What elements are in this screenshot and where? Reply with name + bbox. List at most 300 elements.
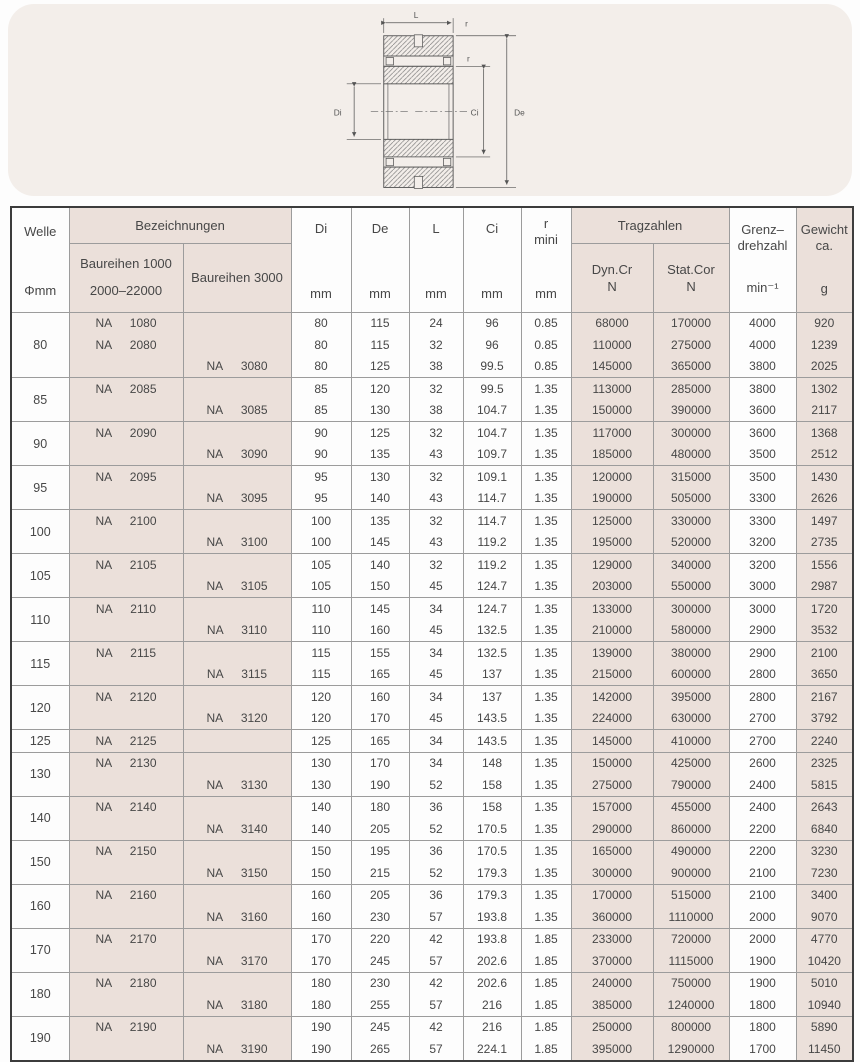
cell-de: 145 — [351, 532, 409, 554]
cell-baureihe-1000 — [69, 444, 183, 466]
cell-grenzdrehzahl: 2800 — [729, 664, 796, 686]
cell-stat-cor: 505000 — [653, 488, 729, 510]
cell-de: 245 — [351, 1016, 409, 1038]
cell-dyn-cr: 195000 — [571, 532, 653, 554]
cell-di: 90 — [291, 422, 351, 444]
cell-dyn-cr: 125000 — [571, 510, 653, 532]
cell-baureihe-3000: NA 3095 — [183, 488, 291, 510]
cell-l: 36 — [409, 796, 463, 818]
cell-baureihe-3000 — [183, 378, 291, 400]
cell-welle: 125 — [11, 730, 69, 753]
cell-welle: 140 — [11, 796, 69, 840]
cell-gewicht: 2117 — [796, 400, 853, 422]
cell-dyn-cr: 250000 — [571, 1016, 653, 1038]
cell-r-mini: 1.35 — [521, 378, 571, 400]
table-row — [11, 818, 853, 840]
cell-dyn-cr: 290000 — [571, 818, 653, 840]
cell-r-mini: 1.35 — [521, 422, 571, 444]
cell-gewicht: 6840 — [796, 818, 853, 840]
table-header — [11, 207, 853, 312]
dim-label-ci: Ci — [470, 106, 479, 117]
cell-di: 190 — [291, 1016, 351, 1038]
cell-baureihe-1000: NA 2105 — [69, 554, 183, 576]
cell-di: 85 — [291, 378, 351, 400]
cell-dyn-cr: 385000 — [571, 994, 653, 1016]
cell-dyn-cr: 185000 — [571, 444, 653, 466]
cell-grenzdrehzahl: 2000 — [729, 928, 796, 950]
table-row — [11, 422, 853, 444]
cell-stat-cor: 425000 — [653, 752, 729, 774]
cell-ci: 96 — [463, 312, 521, 334]
cell-dyn-cr: 120000 — [571, 466, 653, 488]
cell-ci: 124.7 — [463, 576, 521, 598]
cell-de: 165 — [351, 730, 409, 753]
cell-de: 230 — [351, 972, 409, 994]
cell-gewicht: 2735 — [796, 532, 853, 554]
cell-di: 115 — [291, 642, 351, 664]
cell-di: 130 — [291, 774, 351, 796]
welle-group — [11, 554, 853, 598]
table-row — [11, 1038, 853, 1061]
cell-dyn-cr: 150000 — [571, 400, 653, 422]
cell-de: 220 — [351, 928, 409, 950]
cell-r-mini: 1.35 — [521, 840, 571, 862]
table-row — [11, 444, 853, 466]
cell-l: 38 — [409, 356, 463, 378]
cell-de: 165 — [351, 664, 409, 686]
cell-dyn-cr: 275000 — [571, 774, 653, 796]
cell-grenzdrehzahl: 3600 — [729, 400, 796, 422]
cell-baureihe-3000: NA 3170 — [183, 950, 291, 972]
welle-group — [11, 686, 853, 730]
cell-l: 36 — [409, 840, 463, 862]
cell-baureihe-1000: NA 2115 — [69, 642, 183, 664]
cell-di: 90 — [291, 444, 351, 466]
cell-grenzdrehzahl: 3800 — [729, 356, 796, 378]
cell-dyn-cr: 395000 — [571, 1038, 653, 1061]
cell-baureihe-3000 — [183, 466, 291, 488]
cell-dyn-cr: 133000 — [571, 598, 653, 620]
table-row — [11, 862, 853, 884]
cell-l: 57 — [409, 1038, 463, 1061]
header-di: Di mm — [291, 207, 351, 312]
table-row — [11, 752, 853, 774]
cell-baureihe-1000: NA 2085 — [69, 378, 183, 400]
cell-grenzdrehzahl: 2100 — [729, 884, 796, 906]
cell-baureihe-1000: NA 2125 — [69, 730, 183, 753]
cell-stat-cor: 750000 — [653, 972, 729, 994]
cell-gewicht: 11450 — [796, 1038, 853, 1061]
dim-label-l: L — [413, 9, 419, 20]
cell-r-mini: 1.35 — [521, 598, 571, 620]
cell-grenzdrehzahl: 1900 — [729, 972, 796, 994]
cell-gewicht: 5010 — [796, 972, 853, 994]
cell-stat-cor: 630000 — [653, 708, 729, 730]
cell-l: 24 — [409, 312, 463, 334]
cell-gewicht: 1430 — [796, 466, 853, 488]
cell-gewicht: 1556 — [796, 554, 853, 576]
cell-ci: 193.8 — [463, 906, 521, 928]
table-row — [11, 950, 853, 972]
cell-baureihe-3000 — [183, 884, 291, 906]
cell-stat-cor: 1115000 — [653, 950, 729, 972]
table-row — [11, 466, 853, 488]
cell-di: 80 — [291, 312, 351, 334]
table-row — [11, 906, 853, 928]
cell-dyn-cr: 129000 — [571, 554, 653, 576]
cell-ci: 119.2 — [463, 532, 521, 554]
cell-grenzdrehzahl: 3000 — [729, 576, 796, 598]
cell-l: 43 — [409, 488, 463, 510]
cell-ci: 202.6 — [463, 972, 521, 994]
cell-ci: 124.7 — [463, 598, 521, 620]
welle-group — [11, 840, 853, 884]
cell-dyn-cr: 150000 — [571, 752, 653, 774]
cell-welle: 110 — [11, 598, 69, 642]
cell-baureihe-1000: NA 2140 — [69, 796, 183, 818]
cell-baureihe-1000: NA 2120 — [69, 686, 183, 708]
cell-ci: 158 — [463, 796, 521, 818]
cell-grenzdrehzahl: 1800 — [729, 994, 796, 1016]
cell-baureihe-3000 — [183, 752, 291, 774]
cell-di: 120 — [291, 686, 351, 708]
cell-di: 170 — [291, 928, 351, 950]
cell-baureihe-1000 — [69, 576, 183, 598]
cell-de: 125 — [351, 422, 409, 444]
cell-stat-cor: 480000 — [653, 444, 729, 466]
cell-gewicht: 920 — [796, 312, 853, 334]
bearing-diagram — [319, 8, 541, 193]
cell-gewicht: 5815 — [796, 774, 853, 796]
table-row — [11, 1016, 853, 1038]
cell-grenzdrehzahl: 3000 — [729, 598, 796, 620]
cell-welle: 160 — [11, 884, 69, 928]
cell-r-mini: 1.35 — [521, 730, 571, 753]
cell-ci: 114.7 — [463, 510, 521, 532]
cell-baureihe-1000: NA 2170 — [69, 928, 183, 950]
cell-di: 150 — [291, 862, 351, 884]
cell-de: 115 — [351, 334, 409, 356]
cell-gewicht: 4770 — [796, 928, 853, 950]
cell-ci: 216 — [463, 1016, 521, 1038]
cell-r-mini: 1.85 — [521, 928, 571, 950]
cell-gewicht: 2626 — [796, 488, 853, 510]
cell-l: 32 — [409, 510, 463, 532]
cell-baureihe-3000: NA 3085 — [183, 400, 291, 422]
welle-group — [11, 312, 853, 378]
cell-de: 230 — [351, 906, 409, 928]
cell-baureihe-3000: NA 3105 — [183, 576, 291, 598]
cell-ci: 143.5 — [463, 730, 521, 753]
cell-grenzdrehzahl: 2100 — [729, 862, 796, 884]
cell-baureihe-3000 — [183, 928, 291, 950]
cell-stat-cor: 330000 — [653, 510, 729, 532]
cell-stat-cor: 455000 — [653, 796, 729, 818]
cell-r-mini: 0.85 — [521, 356, 571, 378]
cell-grenzdrehzahl: 1900 — [729, 950, 796, 972]
cell-ci: 179.3 — [463, 884, 521, 906]
cell-baureihe-3000: NA 3160 — [183, 906, 291, 928]
welle-group — [11, 972, 853, 1016]
cell-ci: 109.1 — [463, 466, 521, 488]
dim-label-di: Di — [333, 106, 342, 117]
cell-baureihe-1000 — [69, 774, 183, 796]
cell-gewicht: 7230 — [796, 862, 853, 884]
cell-gewicht: 10420 — [796, 950, 853, 972]
cell-de: 205 — [351, 884, 409, 906]
cell-grenzdrehzahl: 3500 — [729, 444, 796, 466]
cell-de: 140 — [351, 554, 409, 576]
cell-l: 32 — [409, 334, 463, 356]
table-row — [11, 378, 853, 400]
cell-ci: 202.6 — [463, 950, 521, 972]
cell-gewicht: 2167 — [796, 686, 853, 708]
cell-stat-cor: 490000 — [653, 840, 729, 862]
cell-baureihe-1000: NA 1080 — [69, 312, 183, 334]
cell-baureihe-3000: NA 3090 — [183, 444, 291, 466]
cell-r-mini: 1.35 — [521, 510, 571, 532]
cell-grenzdrehzahl: 2200 — [729, 818, 796, 840]
cell-baureihe-3000: NA 3180 — [183, 994, 291, 1016]
cell-de: 120 — [351, 378, 409, 400]
cell-r-mini: 1.35 — [521, 488, 571, 510]
header-baureihen-3000: Baureihen 3000 — [183, 243, 291, 312]
cell-welle: 150 — [11, 840, 69, 884]
cell-dyn-cr: 170000 — [571, 884, 653, 906]
cell-stat-cor: 300000 — [653, 422, 729, 444]
cell-baureihe-3000 — [183, 840, 291, 862]
cell-l: 43 — [409, 444, 463, 466]
cell-r-mini: 1.85 — [521, 1038, 571, 1061]
cell-di: 150 — [291, 840, 351, 862]
cell-grenzdrehzahl: 3800 — [729, 378, 796, 400]
cell-ci: 137 — [463, 686, 521, 708]
welle-group — [11, 796, 853, 840]
cell-r-mini: 0.85 — [521, 312, 571, 334]
cell-stat-cor: 390000 — [653, 400, 729, 422]
cell-di: 105 — [291, 554, 351, 576]
cell-l: 43 — [409, 532, 463, 554]
cell-grenzdrehzahl: 2900 — [729, 642, 796, 664]
cell-gewicht: 3400 — [796, 884, 853, 906]
cell-ci: 224.1 — [463, 1038, 521, 1061]
cell-ci: 132.5 — [463, 620, 521, 642]
cell-stat-cor: 1110000 — [653, 906, 729, 928]
cell-welle: 85 — [11, 378, 69, 422]
cell-grenzdrehzahl: 3200 — [729, 554, 796, 576]
cell-dyn-cr: 224000 — [571, 708, 653, 730]
cell-baureihe-1000 — [69, 994, 183, 1016]
table-row — [11, 312, 853, 334]
cell-ci: 170.5 — [463, 840, 521, 862]
table-row — [11, 532, 853, 554]
cell-l: 36 — [409, 884, 463, 906]
cell-baureihe-1000 — [69, 620, 183, 642]
cell-de: 265 — [351, 1038, 409, 1061]
welle-group — [11, 598, 853, 642]
cell-de: 155 — [351, 642, 409, 664]
cell-dyn-cr: 157000 — [571, 796, 653, 818]
cell-stat-cor: 900000 — [653, 862, 729, 884]
table-row — [11, 730, 853, 753]
cell-de: 190 — [351, 774, 409, 796]
cell-de: 170 — [351, 708, 409, 730]
cell-r-mini: 0.85 — [521, 334, 571, 356]
cell-baureihe-3000 — [183, 422, 291, 444]
cell-gewicht: 1720 — [796, 598, 853, 620]
welle-group — [11, 928, 853, 972]
header-r-mini: r mini mm — [521, 207, 571, 312]
cell-welle: 190 — [11, 1016, 69, 1061]
cell-welle: 170 — [11, 928, 69, 972]
table-row — [11, 642, 853, 664]
cell-di: 130 — [291, 752, 351, 774]
cell-di: 140 — [291, 796, 351, 818]
cell-l: 34 — [409, 686, 463, 708]
table-row — [11, 994, 853, 1016]
cell-dyn-cr: 240000 — [571, 972, 653, 994]
cell-dyn-cr: 233000 — [571, 928, 653, 950]
cell-stat-cor: 800000 — [653, 1016, 729, 1038]
cell-de: 215 — [351, 862, 409, 884]
cell-de: 170 — [351, 752, 409, 774]
cell-r-mini: 1.85 — [521, 972, 571, 994]
cell-gewicht: 5890 — [796, 1016, 853, 1038]
cell-welle: 95 — [11, 466, 69, 510]
cell-grenzdrehzahl: 3300 — [729, 488, 796, 510]
cell-gewicht: 10940 — [796, 994, 853, 1016]
cell-gewicht: 2100 — [796, 642, 853, 664]
cell-l: 34 — [409, 642, 463, 664]
table-row — [11, 884, 853, 906]
cell-stat-cor: 515000 — [653, 884, 729, 906]
table-row — [11, 488, 853, 510]
cell-baureihe-3000: NA 3190 — [183, 1038, 291, 1061]
cell-r-mini: 1.35 — [521, 532, 571, 554]
header-gewicht: Gewicht ca. g — [796, 207, 853, 312]
header-ci: Ci mm — [463, 207, 521, 312]
cell-stat-cor: 520000 — [653, 532, 729, 554]
cell-l: 57 — [409, 950, 463, 972]
header-dyn-cr: Dyn.Cr N — [571, 243, 653, 312]
cell-baureihe-3000: NA 3115 — [183, 664, 291, 686]
cell-gewicht: 3230 — [796, 840, 853, 862]
cell-ci: 158 — [463, 774, 521, 796]
cell-baureihe-1000 — [69, 1038, 183, 1061]
cell-l: 34 — [409, 730, 463, 753]
welle-group — [11, 642, 853, 686]
welle-group — [11, 1016, 853, 1061]
cell-baureihe-3000 — [183, 1016, 291, 1038]
cell-grenzdrehzahl: 4000 — [729, 334, 796, 356]
dim-label-r-mid: r — [467, 53, 470, 64]
cell-l: 52 — [409, 862, 463, 884]
cell-baureihe-3000: NA 3080 — [183, 356, 291, 378]
cell-r-mini: 1.85 — [521, 950, 571, 972]
cell-di: 160 — [291, 884, 351, 906]
cell-de: 140 — [351, 488, 409, 510]
cell-di: 100 — [291, 510, 351, 532]
cell-baureihe-1000 — [69, 532, 183, 554]
cell-ci: 99.5 — [463, 378, 521, 400]
cell-baureihe-3000 — [183, 510, 291, 532]
table-row — [11, 576, 853, 598]
cell-stat-cor: 1290000 — [653, 1038, 729, 1061]
cell-r-mini: 1.35 — [521, 884, 571, 906]
cell-r-mini: 1.35 — [521, 752, 571, 774]
table-row — [11, 510, 853, 532]
cell-l: 32 — [409, 466, 463, 488]
cell-l: 34 — [409, 598, 463, 620]
cell-l: 42 — [409, 1016, 463, 1038]
welle-group — [11, 378, 853, 422]
header-l: L mm — [409, 207, 463, 312]
cell-gewicht: 2643 — [796, 796, 853, 818]
table-row — [11, 796, 853, 818]
cell-l: 42 — [409, 928, 463, 950]
cell-stat-cor: 275000 — [653, 334, 729, 356]
cell-welle: 130 — [11, 752, 69, 796]
table-row — [11, 554, 853, 576]
cell-baureihe-3000: NA 3120 — [183, 708, 291, 730]
cell-baureihe-3000 — [183, 334, 291, 356]
header-stat-cor: Stat.Cor N — [653, 243, 729, 312]
cell-grenzdrehzahl: 3200 — [729, 532, 796, 554]
cell-stat-cor: 580000 — [653, 620, 729, 642]
cell-ci: 148 — [463, 752, 521, 774]
cell-de: 115 — [351, 312, 409, 334]
cell-baureihe-3000: NA 3140 — [183, 818, 291, 840]
header-grenzdrehzahl: Grenz– drehzahl min⁻¹ — [729, 207, 796, 312]
cell-di: 105 — [291, 576, 351, 598]
cell-di: 85 — [291, 400, 351, 422]
cell-de: 195 — [351, 840, 409, 862]
cell-l: 45 — [409, 576, 463, 598]
cell-grenzdrehzahl: 2900 — [729, 620, 796, 642]
cell-l: 45 — [409, 708, 463, 730]
cell-l: 32 — [409, 554, 463, 576]
header-de: De mm — [351, 207, 409, 312]
cell-dyn-cr: 190000 — [571, 488, 653, 510]
table-row — [11, 620, 853, 642]
cell-gewicht: 2325 — [796, 752, 853, 774]
cell-de: 205 — [351, 818, 409, 840]
cell-baureihe-1000 — [69, 488, 183, 510]
cell-gewicht: 2512 — [796, 444, 853, 466]
welle-group — [11, 422, 853, 466]
cell-ci: 137 — [463, 664, 521, 686]
cell-de: 130 — [351, 466, 409, 488]
cell-di: 190 — [291, 1038, 351, 1061]
table-row — [11, 774, 853, 796]
header-baureihen-1000: Baureihen 1000 2000–22000 — [69, 243, 183, 312]
cell-baureihe-1000: NA 2150 — [69, 840, 183, 862]
cell-stat-cor: 365000 — [653, 356, 729, 378]
cell-baureihe-3000 — [183, 554, 291, 576]
header-welle — [11, 207, 69, 312]
cell-di: 120 — [291, 708, 351, 730]
cell-r-mini: 1.35 — [521, 620, 571, 642]
cell-baureihe-1000: NA 2160 — [69, 884, 183, 906]
cell-grenzdrehzahl: 2000 — [729, 906, 796, 928]
cell-de: 135 — [351, 444, 409, 466]
cell-di: 95 — [291, 466, 351, 488]
cell-l: 32 — [409, 422, 463, 444]
cell-di: 180 — [291, 994, 351, 1016]
cell-baureihe-3000: NA 3150 — [183, 862, 291, 884]
cell-ci: 179.3 — [463, 862, 521, 884]
welle-group — [11, 466, 853, 510]
